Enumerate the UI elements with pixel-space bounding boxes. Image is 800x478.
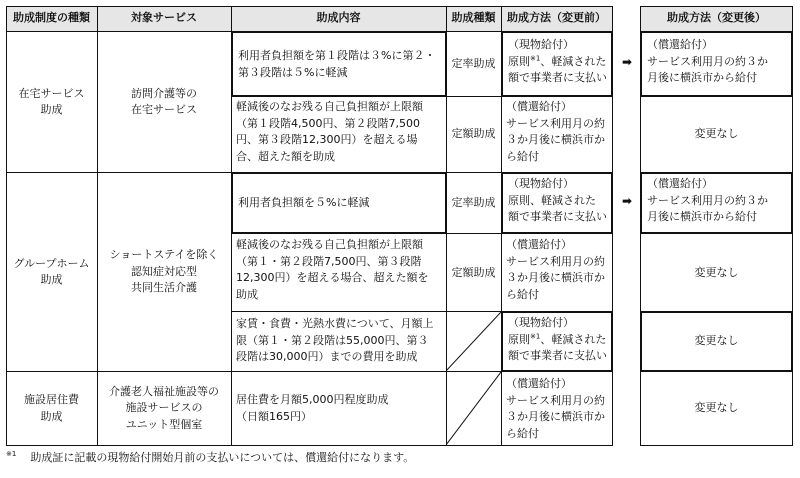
group-home-r1-before: （現物給付） 原則、軽減された 額で事業者に支払い <box>508 177 607 223</box>
table-border <box>640 233 793 234</box>
table-border <box>6 6 7 446</box>
table-border <box>231 6 232 446</box>
group-home-r2-after: 変更なし <box>694 265 739 279</box>
home-care-r1-after: （償還給付） サービス利用月の約３か 月後に横浜市から給付 <box>647 38 768 84</box>
arrow-right-icon: ➡ <box>622 194 633 208</box>
home-care-r2-content: 軽減後のなお残る自己負担額が上限額 （第１段階4,500円、第２段階7,500 円、第３段階12,300円）を超える場 合、超えた額を助成 <box>236 100 423 163</box>
table-border <box>612 6 613 446</box>
home-care-r1-before-main: 原則 <box>508 54 530 68</box>
group-home-r3-before-title: （現物給付） <box>508 316 574 329</box>
table-border <box>640 311 793 312</box>
table-border <box>231 96 612 97</box>
facility-after: 変更なし <box>694 401 739 415</box>
facility-before: （償還給付） サービス利用月の約 ３か月後に横浜市か ら給付 <box>506 377 605 440</box>
table-border <box>640 371 793 372</box>
group-home-r3-before-main: 原則 <box>508 332 530 346</box>
group-home-r3-before <box>503 314 610 369</box>
header-service: 対象サービス <box>97 6 231 31</box>
header-method-before: 助成方法（変更前） <box>501 6 612 31</box>
home-care-r1-before-rest: 、軽減された 額で事業者に支払い <box>508 54 607 84</box>
table-border <box>501 6 502 446</box>
group-home-r3-content: 家賃・食費・光熱水費について、月額上 限（第１・第２段階は55,000円、第３ 段階は30,000円）までの費用を助成 <box>236 317 434 363</box>
footnote <box>6 450 414 466</box>
home-care-r1-kind: 定率助成 <box>451 57 496 71</box>
group-home-r2-content: 軽減後のなお残る自己負担額が上限額 （第１・第２段階7,500円、第３段階 12,300円）を超える場合、超えた額を 助成 <box>236 238 429 301</box>
facility-content: 居住費を月額5,000円程度助成 （日額165円） <box>236 393 389 423</box>
header-method-after: 助成方法（変更後） <box>640 6 793 31</box>
diagonal-slash <box>446 312 501 371</box>
group-home-r2-kind: 定額助成 <box>451 265 496 279</box>
home-care-r2-kind: 定額助成 <box>451 127 496 141</box>
table-border <box>640 172 793 173</box>
group-home-r3-after: 変更なし <box>694 334 739 348</box>
header-content: 助成内容 <box>231 6 446 31</box>
home-care-service: 訪問介護等の 在宅サービス <box>131 86 197 116</box>
table-border <box>640 96 793 97</box>
table-border <box>640 445 793 446</box>
home-care-r1-before-body <box>508 54 610 87</box>
header-type: 助成制度の種類 <box>6 6 97 31</box>
facility-service: 介護老人福祉施設等の 施設サービスの ユニット型個室 <box>109 384 219 431</box>
facility-type: 施設居住費 助成 <box>24 393 79 423</box>
header-kind: 助成種類 <box>446 6 501 31</box>
group-home-service: ショートステイを除く 認知症対応型 共同生活介護 <box>109 248 219 295</box>
table-border <box>231 233 612 234</box>
footnote-mark-ref: ※1 <box>530 53 541 62</box>
home-care-r1-before-title: （現物給付） <box>508 38 574 51</box>
group-home-r3-before-rest: 、軽減された 額で事業者に支払い <box>508 332 607 362</box>
footnote-mark: ※1 <box>6 450 17 459</box>
group-home-r2-before: （償還給付） サービス利用月の約 ３か月後に横浜市か ら給付 <box>506 238 605 301</box>
home-care-r1-before <box>503 34 610 95</box>
table-border <box>446 6 447 446</box>
group-home-r1-content: 利用者負担額を５%に軽減 <box>238 196 370 210</box>
home-care-r2-before: （償還給付） サービス利用月の約 ３か月後に横浜市か ら給付 <box>506 100 605 163</box>
group-home-r1-kind: 定率助成 <box>451 196 496 210</box>
home-care-r1-content: 利用者負担額を第１段階は３%に第２・ 第３段階は５%に軽減 <box>238 49 436 79</box>
home-care-r2-after: 変更なし <box>694 127 739 141</box>
table-border <box>97 6 98 446</box>
footnote-text: 助成証に記載の現物給付開始月前の支払いについては、償還給付になります。 <box>30 451 415 464</box>
group-home-type: グループホーム 助成 <box>13 256 90 286</box>
table-border <box>231 311 612 312</box>
table-border <box>792 6 793 446</box>
table-border <box>640 31 793 32</box>
diagonal-slash <box>446 372 501 445</box>
group-home-r1-after: （償還給付） サービス利用月の約３か 月後に横浜市から給付 <box>647 177 768 223</box>
table-border <box>640 6 793 7</box>
home-care-type: 在宅サービス 助成 <box>18 86 85 116</box>
table-border <box>640 6 641 446</box>
footnote-mark-ref: ※1 <box>530 331 541 340</box>
arrow-right-icon: ➡ <box>622 55 633 69</box>
group-home-r3-before-body <box>508 332 610 365</box>
